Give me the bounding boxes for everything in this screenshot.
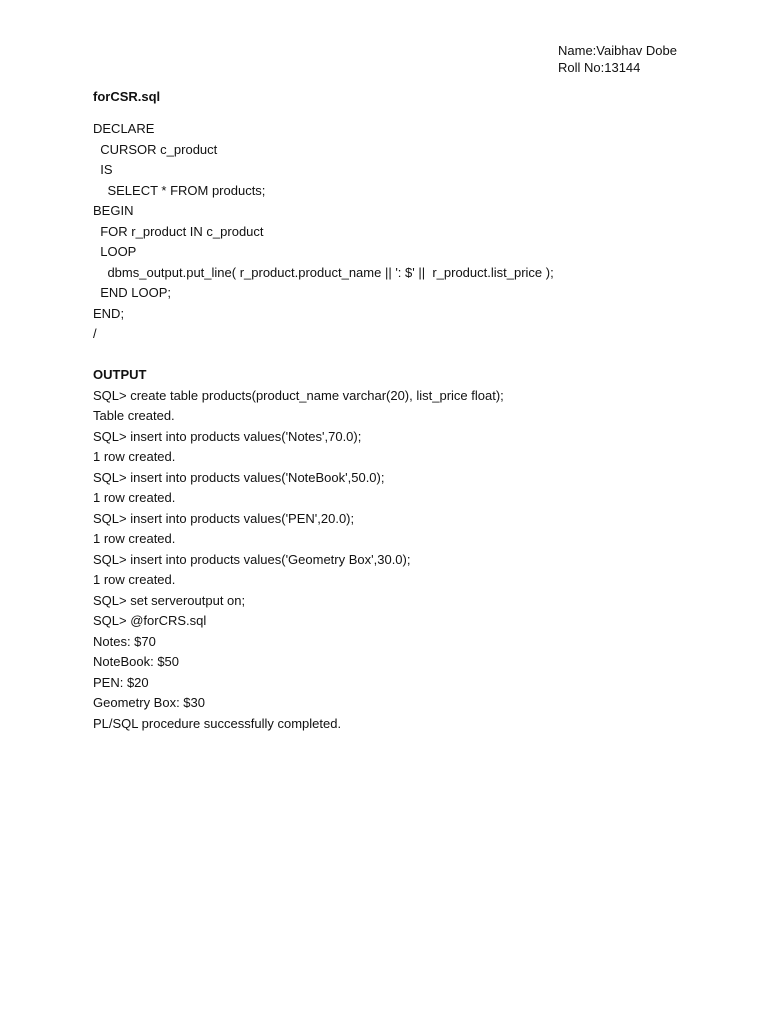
code-line: END LOOP; (93, 285, 172, 300)
code-line: IS (93, 162, 113, 177)
output-line: Geometry Box: $30 (93, 695, 205, 710)
output-line: NoteBook: $50 (93, 654, 180, 669)
code-line: LOOP (93, 244, 137, 259)
code-line: SELECT * FROM products; (93, 182, 266, 198)
output-line: SQL> create table products(product_name varchar(20), list_price float); (93, 387, 504, 403)
roll-number: Roll No:13144 (558, 60, 641, 75)
output-heading: OUTPUT (93, 367, 147, 382)
author-header (558, 42, 677, 76)
output-line: 1 row created. (93, 572, 176, 587)
code-line: BEGIN (93, 203, 134, 218)
output-line: SQL> insert into products values('PEN',20.0); (93, 510, 355, 526)
output-section (93, 365, 504, 734)
output-line: SQL> insert into products values('Notes',70.0); (93, 428, 362, 444)
output-line: SQL> insert into products values('Geometry Box',30.0); (93, 551, 411, 567)
output-line: SQL> set serveroutput on; (93, 592, 246, 608)
output-line: PL/SQL procedure successfully completed. (93, 715, 342, 731)
code-line: dbms_output.put_line( r_product.product_name || ': $' || r_product.list_price ); (93, 264, 554, 280)
output-line: PEN: $20 (93, 674, 149, 690)
output-line: SQL> insert into products values('NoteBook',50.0); (93, 469, 385, 485)
output-line: 1 row created. (93, 449, 176, 464)
output-line: Notes: $70 (93, 633, 156, 649)
output-line: 1 row created. (93, 531, 176, 546)
file-title: forCSR.sql (93, 89, 161, 104)
output-line: Table created. (93, 408, 175, 423)
code-line: DECLARE (93, 121, 155, 136)
code-line: / (93, 326, 97, 341)
code-line: FOR r_product IN c_product (93, 223, 264, 239)
output-line: 1 row created. (93, 490, 176, 505)
code-listing (93, 119, 554, 345)
output-line: SQL> @forCRS.sql (93, 613, 207, 628)
author-name: Name:Vaibhav Dobe (558, 43, 677, 58)
code-line: CURSOR c_product (93, 141, 218, 157)
code-line: END; (93, 305, 125, 321)
